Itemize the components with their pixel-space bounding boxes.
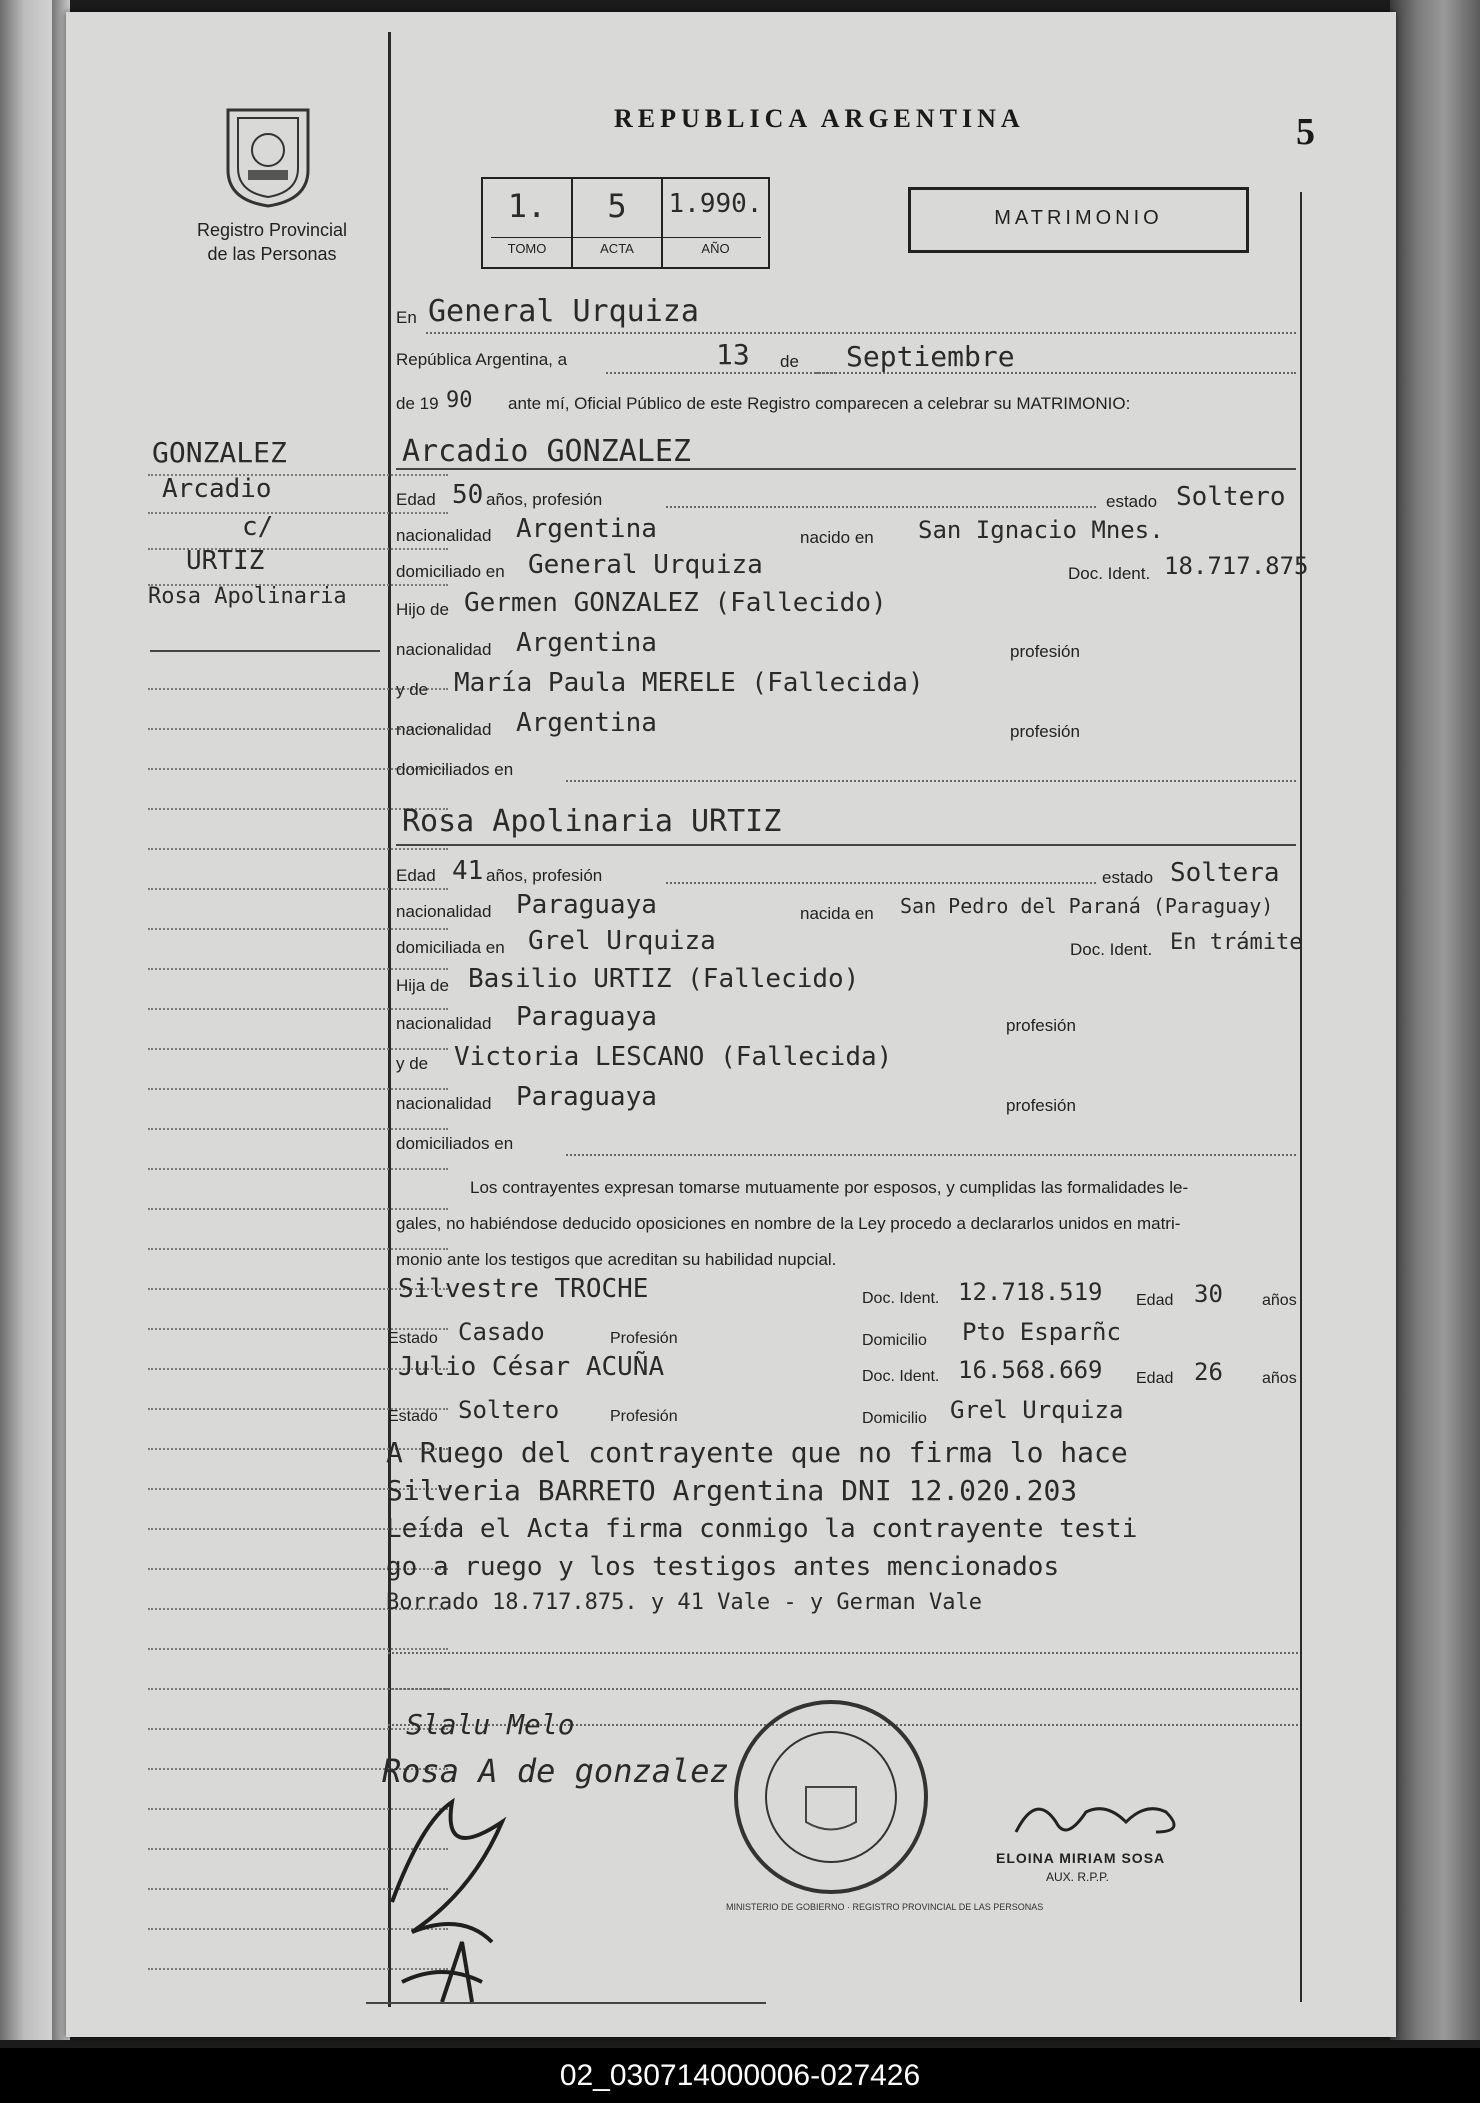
- bride-yde-label: y de: [396, 1054, 429, 1073]
- de-label: de: [780, 352, 799, 371]
- margin-bride-surname: URTIZ: [186, 546, 265, 576]
- official-stamp-icon: [726, 1692, 936, 1902]
- groom-estado: Soltero: [1176, 482, 1286, 512]
- witness2-anos-label: años: [1262, 1370, 1297, 1387]
- page-number: 5: [1296, 111, 1315, 153]
- bride-mother-nat: Paraguaya: [516, 1082, 657, 1112]
- bride-father: Basilio URTIZ (Fallecido): [468, 964, 860, 994]
- bride-nacida-label: nacida en: [800, 904, 874, 923]
- ano-label: AÑO: [701, 241, 730, 256]
- witness1-anos-label: años: [1262, 1292, 1297, 1309]
- bride-hija-label: Hija de: [396, 976, 449, 995]
- en-label: En: [396, 308, 417, 327]
- tomo-value: 1.: [507, 187, 547, 225]
- registry-name-line1: Registro Provincial: [196, 220, 348, 240]
- note-line5: Borrado 18.717.875. y 41 Vale - y German Vale: [386, 1590, 983, 1615]
- bride-father-nat-label: nacionalidad: [396, 1014, 492, 1033]
- bride-father-nat: Paraguaya: [516, 1002, 657, 1032]
- bride-edad-label: Edad: [396, 866, 436, 885]
- witness2-name: Julio César ACUÑA: [398, 1352, 665, 1382]
- bride-father-prof-label: profesión: [1006, 1016, 1076, 1035]
- bride-mother: Victoria LESCANO (Fallecida): [454, 1042, 893, 1072]
- day-value: 13: [716, 338, 750, 371]
- bride-estado-label: estado: [1102, 868, 1154, 887]
- de19-label: de 19: [396, 394, 439, 413]
- margin-bride-name: Rosa Apolinaria: [148, 584, 347, 609]
- margin-given-name: Arcadio: [162, 474, 272, 504]
- witness1-age: 30: [1194, 1280, 1223, 1308]
- witness2-estado: Soltero: [458, 1396, 560, 1424]
- signature-2: Rosa A de gonzalez: [382, 1752, 729, 1790]
- groom-father: Germen GONZALEZ (Fallecido): [464, 588, 887, 618]
- official-title: AUX. R.P.P.: [1046, 1870, 1109, 1884]
- groom-nat-label: nacionalidad: [396, 526, 492, 545]
- groom-doc-label: Doc. Ident.: [1068, 564, 1151, 583]
- registry-name-line2: de las Personas: [207, 244, 337, 264]
- groom-domiciliados-label: domiciliados en: [396, 760, 514, 779]
- groom-mother: María Paula MERELE (Fallecida): [454, 668, 924, 698]
- place-value: General Urquiza: [428, 294, 699, 329]
- groom-mother-prof-label: profesión: [1010, 722, 1080, 741]
- official-signature-icon: [1006, 1792, 1206, 1852]
- country-title: REPUBLICA ARGENTINA: [614, 104, 1025, 133]
- note-line2: Silveria BARRETO Argentina DNI 12.020.203: [386, 1474, 1078, 1507]
- bride-dom-label: domiciliada en: [396, 938, 505, 957]
- record-type-box: [908, 187, 1249, 253]
- groom-hijo-label: Hijo de: [396, 600, 449, 619]
- year-suffix: 90: [446, 388, 473, 413]
- witness1-estado: Casado: [458, 1318, 545, 1346]
- declaration-line1: Los contrayentes expresan tomarse mutuamente por esposos, y cumplidas las formalidades le-: [470, 1178, 1189, 1197]
- witness1-doc: 12.718.519: [958, 1278, 1103, 1306]
- groom-anos-label: años, profesión: [486, 490, 603, 509]
- signature-1: Slalu Melo: [406, 1708, 575, 1741]
- groom-domicile: General Urquiza: [528, 550, 763, 580]
- groom-estado-label: estado: [1106, 492, 1158, 511]
- signature-scribble-icon: [382, 1782, 542, 2022]
- witness2-domicile: Grel Urquiza: [950, 1396, 1124, 1424]
- book-edge: [1390, 0, 1480, 2040]
- bride-domicile: Grel Urquiza: [528, 926, 716, 956]
- groom-name: Arcadio GONZALEZ: [402, 434, 691, 469]
- provincial-seal-icon: [218, 100, 318, 210]
- note-line1: A Ruego del contrayente que no firma lo hace: [386, 1436, 1128, 1469]
- bride-mother-prof-label: profesión: [1006, 1096, 1076, 1115]
- witness1-name: Silvestre TROCHE: [398, 1274, 649, 1304]
- right-rule: [1300, 192, 1302, 2002]
- groom-nacido-label: nacido en: [800, 528, 874, 547]
- intro-text: ante mí, Oficial Público de este Registro comparecen a celebrar su MATRIMONIO:: [508, 394, 1131, 413]
- bride-domiciliados-label: domiciliados en: [396, 1134, 514, 1153]
- groom-father-prof-label: profesión: [1010, 642, 1080, 661]
- record-type: MATRIMONIO: [994, 207, 1163, 229]
- bride-nationality: Paraguaya: [516, 890, 657, 920]
- witness2-doc: 16.568.669: [958, 1356, 1103, 1384]
- witness1-doc-label: Doc. Ident.: [862, 1290, 940, 1307]
- groom-yde-label: y de: [396, 680, 429, 699]
- declaration-line3: monio ante los testigos que acreditan su habilidad nupcial.: [396, 1250, 837, 1269]
- acta-value: 5: [607, 187, 627, 225]
- groom-age: 50: [452, 480, 484, 510]
- groom-doc: 18.717.875: [1164, 552, 1309, 580]
- witness1-domicile: Pto Esparñc: [962, 1318, 1121, 1346]
- margin-rule: [388, 32, 391, 2007]
- bride-birthplace: San Pedro del Paraná (Paraguay): [900, 894, 1274, 918]
- acta-label: ACTA: [600, 241, 634, 256]
- ano-value: 1.990.: [668, 189, 763, 219]
- bride-estado: Soltera: [1170, 858, 1280, 888]
- bride-nat-label: nacionalidad: [396, 902, 492, 921]
- witness1-estado-label: Estado: [388, 1330, 438, 1347]
- note-line3: Leída el Acta firma conmigo la contrayente testi: [386, 1514, 1138, 1544]
- groom-mother-nat-label: nacionalidad: [396, 720, 492, 739]
- groom-father-nat-label: nacionalidad: [396, 640, 492, 659]
- bride-doc: En trámite: [1170, 930, 1303, 955]
- witness2-doc-label: Doc. Ident.: [862, 1368, 940, 1385]
- witness1-edad-label: Edad: [1136, 1292, 1174, 1309]
- groom-edad-label: Edad: [396, 490, 436, 509]
- republica-label: República Argentina, a: [396, 350, 568, 369]
- record-number-box: [481, 177, 770, 269]
- stamp-text: MINISTERIO DE GOBIERNO · REGISTRO PROVINCIAL DE LAS PERSONAS: [726, 1902, 1044, 1912]
- groom-nationality: Argentina: [516, 514, 657, 544]
- witness2-prof-label: Profesión: [610, 1408, 678, 1425]
- witness2-estado-label: Estado: [388, 1408, 438, 1425]
- witness1-prof-label: Profesión: [610, 1330, 678, 1347]
- witness2-age: 26: [1194, 1358, 1223, 1386]
- official-name: ELOINA MIRIAM SOSA: [996, 1850, 1166, 1866]
- month-value: Septiembre: [846, 340, 1015, 373]
- bride-name: Rosa Apolinaria URTIZ: [402, 804, 782, 839]
- witness2-dom-label: Domicilio: [862, 1410, 927, 1427]
- document-page: [66, 12, 1396, 2037]
- declaration-line2: gales, no habiéndose deducido oposiciones en nombre de la Ley procedo a declararlos unidos en matri-: [396, 1214, 1181, 1233]
- witness1-dom-label: Domicilio: [862, 1332, 927, 1349]
- bride-mother-nat-label: nacionalidad: [396, 1094, 492, 1113]
- tomo-label: TOMO: [507, 241, 547, 256]
- bride-age: 41: [452, 856, 484, 886]
- groom-mother-nat: Argentina: [516, 708, 657, 738]
- groom-dom-label: domiciliado en: [396, 562, 505, 581]
- groom-birthplace: San Ignacio Mnes.: [918, 516, 1164, 544]
- image-id-bar: [0, 2048, 1480, 2103]
- note-line4: go a ruego y los testigos antes mencionados: [386, 1552, 1060, 1582]
- bride-doc-label: Doc. Ident.: [1070, 940, 1153, 959]
- margin-separator: c/: [242, 512, 274, 542]
- margin-surname: GONZALEZ: [152, 436, 287, 469]
- image-id: 02_030714000006-027426: [559, 2059, 921, 2092]
- groom-father-nat: Argentina: [516, 628, 657, 658]
- bride-anos-label: años, profesión: [486, 866, 603, 885]
- witness2-edad-label: Edad: [1136, 1370, 1174, 1387]
